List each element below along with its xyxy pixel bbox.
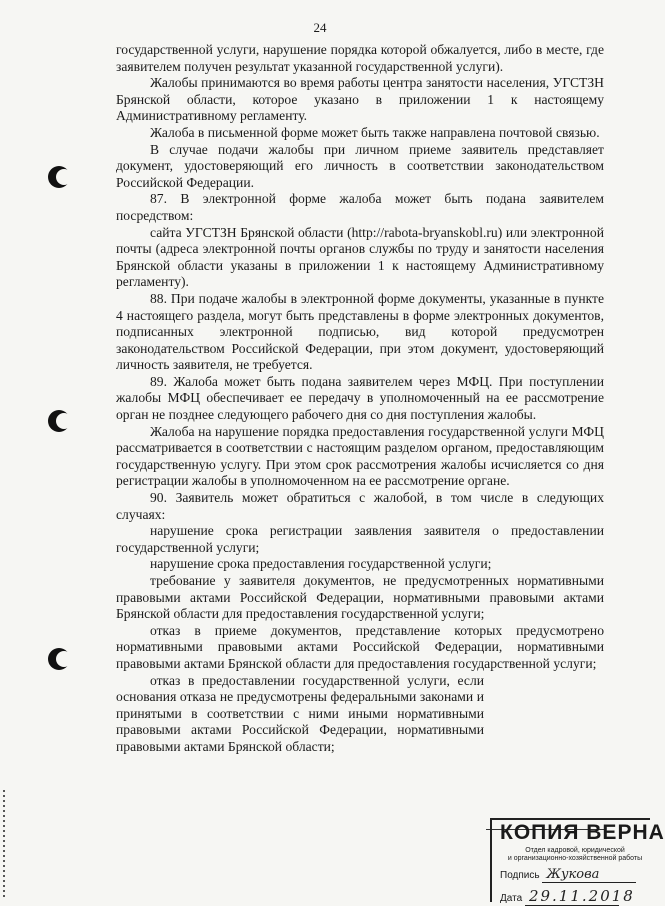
- binder-hole-mark: [48, 410, 70, 432]
- scan-edge-marks: [3, 790, 5, 900]
- binder-hole-mark: [48, 166, 70, 188]
- paragraph: государственной услуги, нарушение порядка которой обжалуется, либо в месте, где заявителем получен результат указанной государственной услуги).: [116, 42, 604, 74]
- stamp-title: КОПИЯ ВЕРНА: [500, 821, 665, 844]
- document-body: [116, 42, 604, 756]
- paragraph: Жалобы принимаются во время работы центра занятости населения, УГСТЗН Брянской области, которое указано в приложении 1 к настоящему Административному регламенту.: [116, 75, 604, 124]
- stamp-department-line: и организационно-хозяйственной работы: [507, 855, 643, 862]
- stamp-signature-label: Подпись: [500, 870, 540, 881]
- paragraph: В случае подачи жалобы при личном приеме заявитель представляет документ, удостоверяющий его личность в соответствии законодательством Российской Федерации.: [116, 141, 604, 190]
- stamp-department: [500, 847, 650, 863]
- certification-stamp: [490, 818, 665, 905]
- paragraph: сайта УГСТЗН Брянской области (http://rabota-bryanskobl.ru) или электронной почты (адреса электронной почты органов службы по труду и занятости населения Брянской области указаны в приложении 1 к настоящему Административному регламенту).: [116, 224, 604, 290]
- paragraph-88: 88. При подаче жалобы в электронной форме документы, указанные в пункте 4 настоящего раздела, могут быть представлены в форме электронных документов, подписанных электронной подписью, вид которой предусмотрен законодательством Российской Федерации, при этом документ, удостоверяющий личность заявителя, не требуется.: [116, 290, 604, 373]
- list-item: нарушение срока предоставления государственной услуги;: [150, 556, 492, 572]
- paragraph: Жалоба на нарушение порядка предоставления государственной услуги МФЦ рассматривается в соответствии с настоящим разделом органом, предоставляющим государственную услугу. При этом срок рассмотрения жалобы исчисляется со дня регистрации жалобы в уполномоченном на ее рассмотрение органе.: [116, 423, 604, 489]
- paragraph-90: 90. Заявитель может обратиться с жалобой, в том числе в следующих случаях:: [116, 490, 604, 522]
- paragraph-87: 87. В электронной форме жалоба может быть подана заявителем посредством:: [116, 191, 604, 223]
- stamp-signature-row: [500, 867, 650, 883]
- list-item: отказ в предоставлении государственной услуги, если основания отказа не предусмотрены федеральными законами и принятыми в соответствии с ними иными нормативными правовыми актами Российской Федерации, нормативными правовыми актами Брянской области;: [116, 672, 484, 754]
- paragraph-89: 89. Жалоба может быть подана заявителем через МФЦ. При поступлении жалобы МФЦ обеспечивает ее передачу в уполномоченный на ее рассмотрение орган не позднее следующего рабочего дня со дня поступления жалобы.: [116, 373, 604, 423]
- stamp-date: 29.11.2018: [525, 887, 619, 906]
- list-item: отказ в приеме документов, представление которых предусмотрено нормативными правовыми актами Российской Федерации, нормативными правовыми актами Брянской области для предоставления государственной услуги;: [116, 622, 604, 671]
- list-item: нарушение срока регистрации заявления заявителя о предоставлении государственной услуги;: [116, 523, 604, 555]
- binder-hole-mark: [48, 648, 70, 670]
- stamp-date-row: [500, 887, 650, 906]
- stamp-date-label: Дата: [500, 893, 523, 904]
- list-item: требование у заявителя документов, не предусмотренных нормативными правовыми актами Российской Федерации, нормативными правовыми актами Брянской области для предоставления государственной услуги;: [116, 573, 604, 622]
- stamp-department-line: Отдел кадровой, юридической: [525, 847, 625, 854]
- stamp-signature: Жукова: [542, 867, 636, 883]
- paragraph: Жалоба в письменной форме может быть также направлена почтовой связью.: [150, 124, 600, 140]
- page-number: 24: [313, 20, 327, 35]
